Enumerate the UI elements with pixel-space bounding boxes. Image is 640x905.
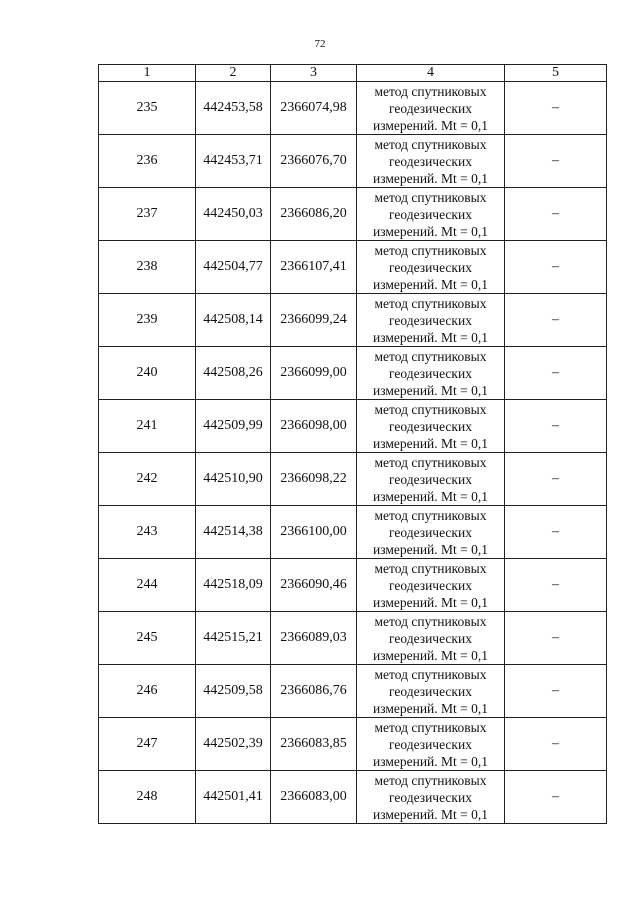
table-row <box>99 294 607 347</box>
note-cell: – <box>505 559 607 612</box>
method-line: метод спутниковых <box>374 295 487 311</box>
table-header-row <box>99 65 607 82</box>
method-line: геодезических <box>389 206 472 222</box>
table-row <box>99 135 607 188</box>
y-coordinate-cell: 2366100,00 <box>271 506 357 559</box>
table-row <box>99 506 607 559</box>
x-coordinate-cell: 442453,71 <box>196 135 271 188</box>
y-coordinate-cell: 2366099,24 <box>271 294 357 347</box>
note-cell: – <box>505 347 607 400</box>
y-coordinate-cell: 2366083,00 <box>271 771 357 824</box>
x-coordinate-cell: 442515,21 <box>196 612 271 665</box>
y-coordinate-cell: 2366107,41 <box>271 241 357 294</box>
method-cell <box>357 506 505 559</box>
method-line: измерений. Mt = 0,1 <box>372 170 489 186</box>
x-coordinate-cell: 442510,90 <box>196 453 271 506</box>
table-row <box>99 400 607 453</box>
method-cell <box>357 294 505 347</box>
point-number-cell: 238 <box>99 241 196 294</box>
note-cell: – <box>505 771 607 824</box>
coordinates-table <box>98 64 607 824</box>
table-row <box>99 347 607 400</box>
y-coordinate-cell: 2366098,22 <box>271 453 357 506</box>
note-cell: – <box>505 453 607 506</box>
method-line: метод спутниковых <box>374 613 487 629</box>
method-line: метод спутниковых <box>374 719 487 735</box>
method-line: измерений. Mt = 0,1 <box>372 647 489 663</box>
point-number-cell: 245 <box>99 612 196 665</box>
method-line: метод спутниковых <box>374 189 487 205</box>
method-cell <box>357 718 505 771</box>
method-line: метод спутниковых <box>374 560 487 576</box>
column-header-5: 5 <box>505 65 607 82</box>
point-number-cell: 247 <box>99 718 196 771</box>
note-cell: – <box>505 241 607 294</box>
page-number: 72 <box>314 38 326 50</box>
method-line: измерений. Mt = 0,1 <box>372 117 489 133</box>
point-number-cell: 237 <box>99 188 196 241</box>
table-row <box>99 718 607 771</box>
point-number-cell: 243 <box>99 506 196 559</box>
method-cell <box>357 241 505 294</box>
x-coordinate-cell: 442501,41 <box>196 771 271 824</box>
y-coordinate-cell: 2366086,20 <box>271 188 357 241</box>
method-cell <box>357 400 505 453</box>
table-row <box>99 241 607 294</box>
method-cell <box>357 665 505 718</box>
method-line: метод спутниковых <box>374 242 487 258</box>
column-header-1: 1 <box>99 65 196 82</box>
method-line: геодезических <box>389 736 472 752</box>
method-line: геодезических <box>389 418 472 434</box>
x-coordinate-cell: 442450,03 <box>196 188 271 241</box>
method-line: метод спутниковых <box>374 348 487 364</box>
column-header-4: 4 <box>357 65 505 82</box>
method-line: измерений. Mt = 0,1 <box>372 488 489 504</box>
x-coordinate-cell: 442508,26 <box>196 347 271 400</box>
y-coordinate-cell: 2366099,00 <box>271 347 357 400</box>
method-line: метод спутниковых <box>374 772 487 788</box>
method-line: измерений. Mt = 0,1 <box>372 329 489 345</box>
method-line: измерений. Mt = 0,1 <box>372 753 489 769</box>
table-row <box>99 453 607 506</box>
point-number-cell: 244 <box>99 559 196 612</box>
method-line: геодезических <box>389 524 472 540</box>
point-number-cell: 242 <box>99 453 196 506</box>
x-coordinate-cell: 442514,38 <box>196 506 271 559</box>
note-cell: – <box>505 718 607 771</box>
method-line: метод спутниковых <box>374 666 487 682</box>
note-cell: – <box>505 135 607 188</box>
table-row <box>99 559 607 612</box>
x-coordinate-cell: 442518,09 <box>196 559 271 612</box>
method-line: измерений. Mt = 0,1 <box>372 700 489 716</box>
point-number-cell: 240 <box>99 347 196 400</box>
point-number-cell: 236 <box>99 135 196 188</box>
note-cell: – <box>505 294 607 347</box>
column-header-2: 2 <box>196 65 271 82</box>
method-line: измерений. Mt = 0,1 <box>372 594 489 610</box>
y-coordinate-cell: 2366074,98 <box>271 82 357 135</box>
column-header-3: 3 <box>271 65 357 82</box>
table-row <box>99 82 607 135</box>
method-cell <box>357 82 505 135</box>
x-coordinate-cell: 442508,14 <box>196 294 271 347</box>
x-coordinate-cell: 442509,58 <box>196 665 271 718</box>
y-coordinate-cell: 2366098,00 <box>271 400 357 453</box>
method-cell <box>357 188 505 241</box>
y-coordinate-cell: 2366076,70 <box>271 135 357 188</box>
point-number-cell: 246 <box>99 665 196 718</box>
method-cell <box>357 453 505 506</box>
method-cell <box>357 135 505 188</box>
note-cell: – <box>505 506 607 559</box>
method-line: измерений. Mt = 0,1 <box>372 276 489 292</box>
method-line: геодезических <box>389 365 472 381</box>
method-line: измерений. Mt = 0,1 <box>372 806 489 822</box>
method-cell <box>357 347 505 400</box>
method-line: метод спутниковых <box>374 401 487 417</box>
method-line: геодезических <box>389 683 472 699</box>
method-line: измерений. Mt = 0,1 <box>372 382 489 398</box>
y-coordinate-cell: 2366083,85 <box>271 718 357 771</box>
table-row <box>99 612 607 665</box>
note-cell: – <box>505 82 607 135</box>
method-line: измерений. Mt = 0,1 <box>372 223 489 239</box>
method-cell <box>357 771 505 824</box>
x-coordinate-cell: 442509,99 <box>196 400 271 453</box>
method-cell <box>357 612 505 665</box>
method-line: измерений. Mt = 0,1 <box>372 541 489 557</box>
method-line: метод спутниковых <box>374 83 487 99</box>
method-line: метод спутниковых <box>374 454 487 470</box>
point-number-cell: 239 <box>99 294 196 347</box>
method-cell <box>357 559 505 612</box>
method-line: геодезических <box>389 471 472 487</box>
method-line: геодезических <box>389 577 472 593</box>
note-cell: – <box>505 188 607 241</box>
method-line: метод спутниковых <box>374 136 487 152</box>
y-coordinate-cell: 2366089,03 <box>271 612 357 665</box>
y-coordinate-cell: 2366090,46 <box>271 559 357 612</box>
method-line: геодезических <box>389 312 472 328</box>
table-row <box>99 188 607 241</box>
method-line: геодезических <box>389 259 472 275</box>
method-line: геодезических <box>389 100 472 116</box>
y-coordinate-cell: 2366086,76 <box>271 665 357 718</box>
method-line: измерений. Mt = 0,1 <box>372 435 489 451</box>
note-cell: – <box>505 665 607 718</box>
method-line: метод спутниковых <box>374 507 487 523</box>
method-line: геодезических <box>389 153 472 169</box>
method-line: геодезических <box>389 630 472 646</box>
note-cell: – <box>505 400 607 453</box>
x-coordinate-cell: 442453,58 <box>196 82 271 135</box>
point-number-cell: 248 <box>99 771 196 824</box>
point-number-cell: 235 <box>99 82 196 135</box>
x-coordinate-cell: 442504,77 <box>196 241 271 294</box>
note-cell: – <box>505 612 607 665</box>
table-row <box>99 771 607 824</box>
method-line: геодезических <box>389 789 472 805</box>
point-number-cell: 241 <box>99 400 196 453</box>
x-coordinate-cell: 442502,39 <box>196 718 271 771</box>
table-row <box>99 665 607 718</box>
